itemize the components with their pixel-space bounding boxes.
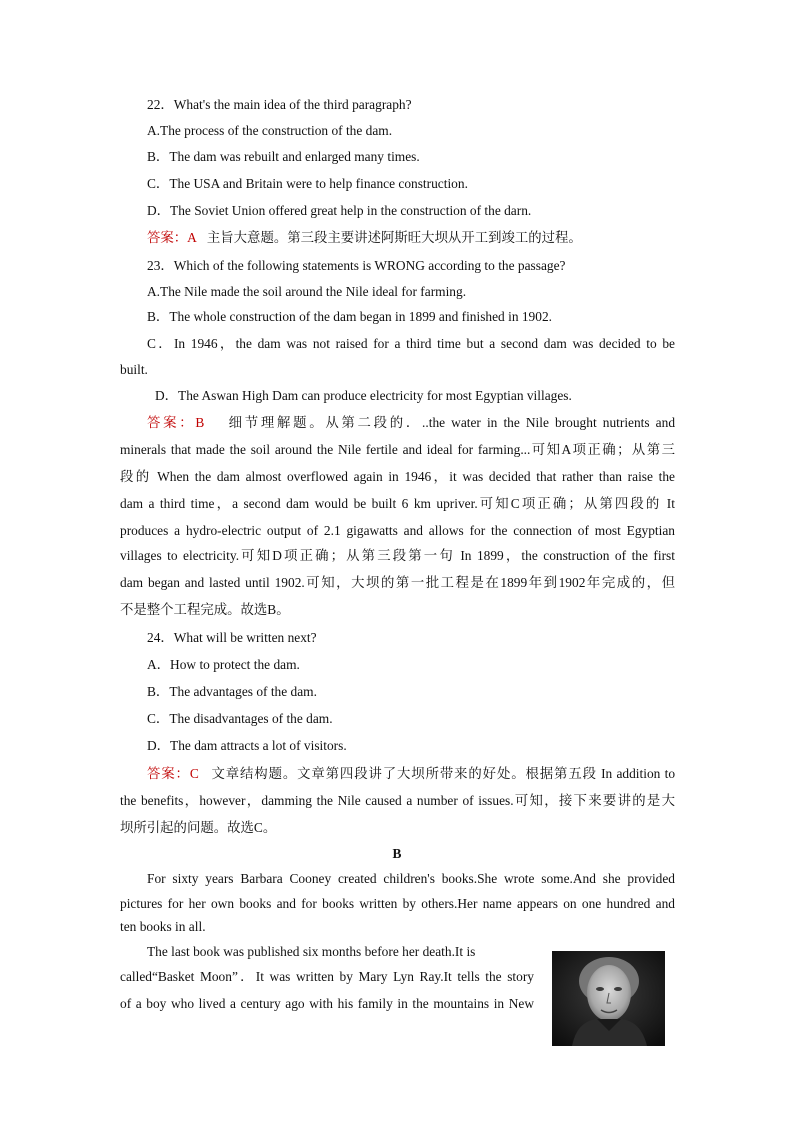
q24-answer-label: 答案：C: [147, 766, 199, 781]
q23-answer-line: dam a third time，a second dam would be built 6 km upriver.可知C项正确；从第四段的 It: [120, 496, 675, 511]
q22-answer-label: 答案：A: [147, 230, 197, 245]
q23-stem: 23．Which of the following statements is WRONG according to the passage?: [147, 258, 566, 273]
q23-option-d: D．The Aswan High Dam can produce electricity for most Egyptian villages.: [155, 388, 572, 403]
passage-line: ten books in all.: [120, 919, 206, 934]
q23-answer-line: [147, 414, 675, 432]
q22-option-c: C．The USA and Britain were to help finance construction.: [147, 176, 468, 191]
q24-option-b: B．The advantages of the dam.: [147, 684, 317, 699]
q23-option-b: B．The whole construction of the dam began in 1899 and finished in 1902.: [147, 309, 552, 324]
q22-option-b: B．The dam was rebuilt and enlarged many times.: [147, 149, 420, 164]
q22-option-d: D．The Soviet Union offered great help in the construction of the darn.: [147, 203, 532, 218]
portrait-photo: [552, 951, 665, 1046]
q23-answer-line: 段的 When the dam almost overflowed again in 1946，it was decided that rather than raise the: [120, 469, 675, 484]
q24-stem: 24．What will be written next?: [147, 630, 317, 645]
portrait-drawing: [552, 951, 665, 1046]
q22-answer-text: 主旨大意题。第三段主要讲述阿斯旺大坝从开工到竣工的过程。: [206, 230, 582, 245]
q23-option-a: A.The Nile made the soil around the Nile ideal for farming.: [147, 284, 467, 299]
passage-line: The last book was published six months before her death.It is: [147, 944, 476, 959]
q23-answer-line: villages to electricity.可知D项正确；从第三段第一句 In 1899，the construction of the first: [120, 548, 675, 563]
q23-answer-line: minerals that made the soil around the Nile fertile and ideal for farming...可知A项正确；从第三: [120, 442, 675, 457]
q23-answer-line: 不是整个工程完成。故选B。: [120, 602, 290, 617]
q22-answer: [147, 229, 702, 247]
q23-answer-label: 答案：B: [147, 415, 205, 430]
q23-answer-line: produces a hydro-electric output of 2.1 gigawatts and allows for the connection of most Egyptian: [120, 523, 675, 538]
q24-answer-text: 文章结构题。文章第四段讲了大坝所带来的好处。根据第五段 In addition to: [211, 766, 676, 781]
q23-answer-text: 细节理解题。从第二段的．..the water in the Nile brought nutrients and: [228, 415, 676, 430]
q24-option-a: A．How to protect the dam.: [147, 657, 300, 672]
q24-answer-line: the benefits，however，damming the Nile caused a number of issues.可知，接下来要讲的是大: [120, 793, 675, 808]
passage-line: called“Basket Moon”．It was written by Mary Lyn Ray.It tells the story: [120, 969, 534, 984]
q23-option-c-line2: built.: [120, 362, 148, 377]
passage-line: For sixty years Barbara Cooney created children's books.She wrote some.And she provided: [147, 871, 675, 886]
q23-option-c-line1: C．In 1946，the dam was not raised for a third time but a second dam was decided to be: [147, 336, 675, 351]
passage-heading: B: [392, 846, 402, 861]
q24-answer-line: [147, 765, 675, 783]
q24-option-c: C．The disadvantages of the dam.: [147, 711, 333, 726]
q23-answer-line: dam began and lasted until 1902.可知，大坝的第一批工程是在1899年到1902年完成的，但: [120, 575, 675, 590]
q22-option-a: A.The process of the construction of the dam.: [147, 123, 393, 138]
q24-option-d: D．The dam attracts a lot of visitors.: [147, 738, 347, 753]
q24-answer-line: 坝所引起的问题。故选C。: [120, 820, 277, 835]
passage-line: of a boy who lived a century ago with his family in the mountains in New: [120, 996, 534, 1011]
passage-line: pictures for her own books and for books written by others.Her name appears on one hundred and: [120, 896, 675, 911]
q22-stem: 22．What's the main idea of the third paragraph?: [147, 97, 412, 112]
